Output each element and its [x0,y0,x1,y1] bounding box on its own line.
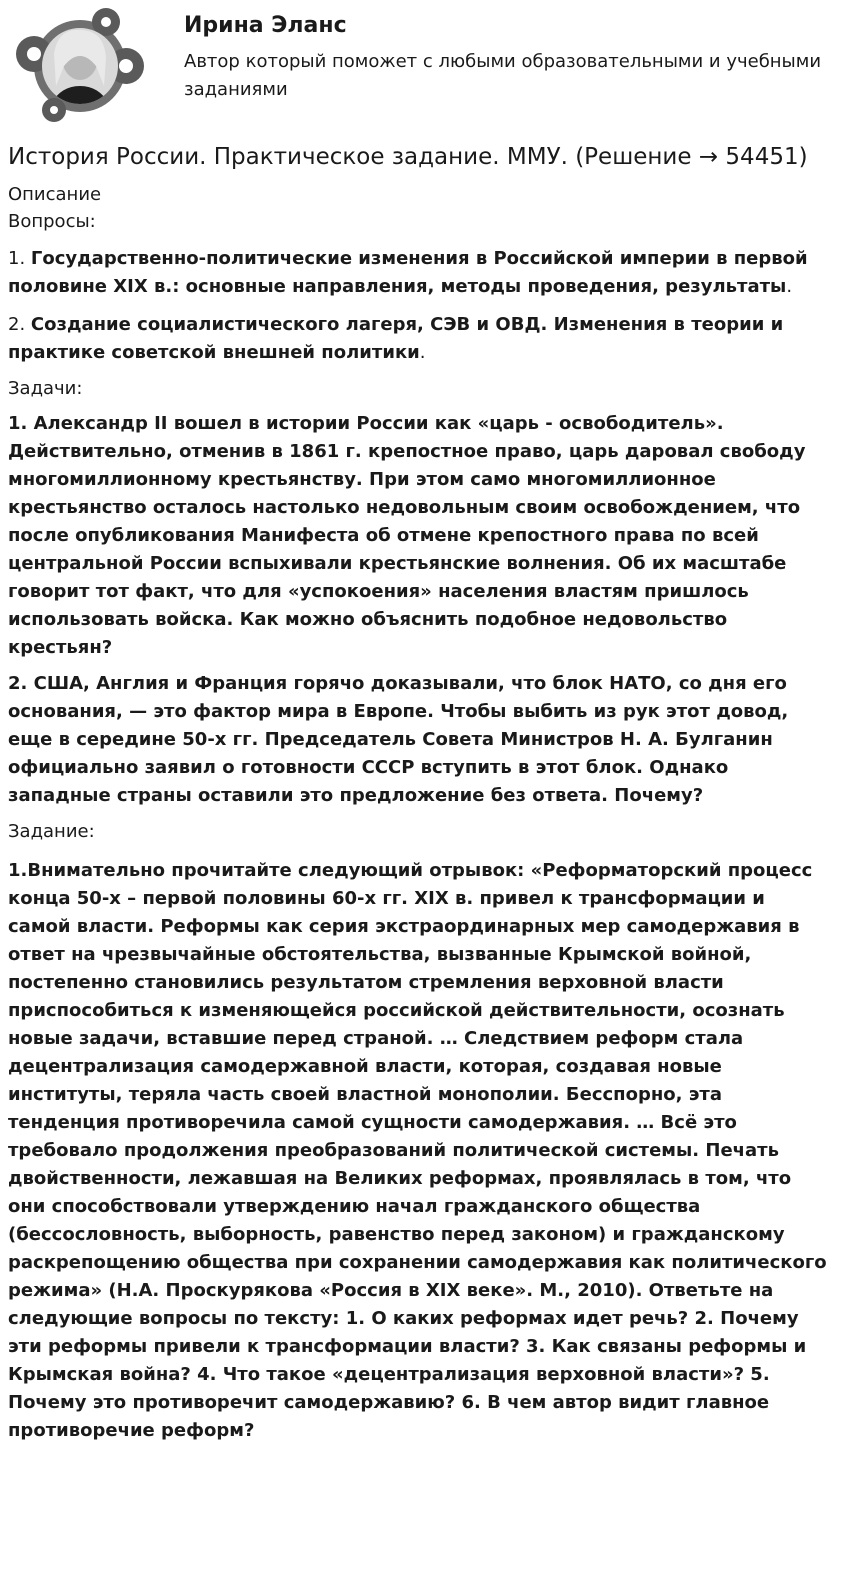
author-card [0,0,847,130]
page-title: История России. Практическое задание. ММУ. (Решение → 54451) [8,144,808,170]
author-name[interactable]: Ирина Эланс [184,13,347,38]
question-number: 2. [8,314,31,335]
tasks-label: Задачи: [8,378,83,399]
author-description: Автор который поможет с любыми образовательными и учебными заданиями [184,51,822,100]
assignment-label: Задание: [8,821,95,842]
question-number: 1. [8,248,31,269]
question-text: Государственно-политические изменения в Российской империи в первой половине XIX в.: основные направления, методы проведения, результаты [8,248,808,297]
task-1: 1. Александр II вошел в истории России как «царь - освободитель». Действительно, отменив в 1861 г. крепостное право, царь даровал свободу многомиллионному крестьянству. При этом само многомиллионное крестьянство осталось настолько недовольным своим освобождением, что после опубликования Манифеста об отмене крепостного права по всей центральной России вспыхивали крестьянские волнения. Об их масштабе говорит тот факт, что для «успокоения» населения властям пришлось использовать войска. Как можно объяснить подобное недовольство крестьян? [8,413,806,658]
question-end: . [419,342,426,363]
task-2: 2. США, Англия и Франция горячо доказывали, что блок НАТО, со дня его основания, — это фактор мира в Европе. Чтобы выбить из рук этот довод, еще в середине 50-х гг. Председатель Совета Министров Н. А. Булганин официально заявил о готовности СССР вступить в этот блок. Однако западные страны оставили это предложение без ответа. Почему? [8,673,789,806]
question-1 [8,245,830,301]
question-text: Создание социалистического лагеря, СЭВ и ОВД. Изменения в теории и практике советской внешней политики [8,314,784,363]
questions-label: Вопросы: [8,211,96,232]
author-avatar[interactable] [8,6,152,124]
question-end: . [786,276,793,297]
document-content [8,142,830,1445]
description-label: Описание [8,184,102,205]
question-2 [8,311,830,367]
assignment-text: 1.Внимательно прочитайте следующий отрывок: «Реформаторский процесс конца 50-х – первой половины 60-х гг. XIX в. привел к трансформации и самой власти. Реформы как серия экстраординарных мер самодержавия в ответ на чрезвычайные обстоятельства, вызванные Крымской войной, постепенно становились результатом стремления верховной власти приспособиться к изменяющейся российской действительности, осознать новые задачи, вставшие перед страной. … Следствием реформ стала децентрализация самодержавной власти, которая, создавая новые институты, теряла часть своей властной монополии. Бесспорно, эта тенденция противоречила самой сущности самодержавия. … Всё это требовало продолжения преобразований политической системы. Печать двойственности, лежавшая на Великих реформах, проявлялась в том, что они способствовали утверждению начал гражданского общества (бессословность, выборность, равенство перед законом) и гражданскому раскрепощению общества при сохранении самодержавия как политического режима» (Н.А. Проскурякова «Россия в XIX веке». М., 2010). Ответьте на следующие вопросы по тексту: 1. О каких реформах идет речь? 2. Почему эти реформы привели к трансформации власти? 3. Как связаны реформы и Крымская война? 4. Что такое «децентрализация верховной власти»? 5. Почему это противоречит самодержавию? 6. В чем автор видит главное противоречие реформ? [8,860,827,1441]
